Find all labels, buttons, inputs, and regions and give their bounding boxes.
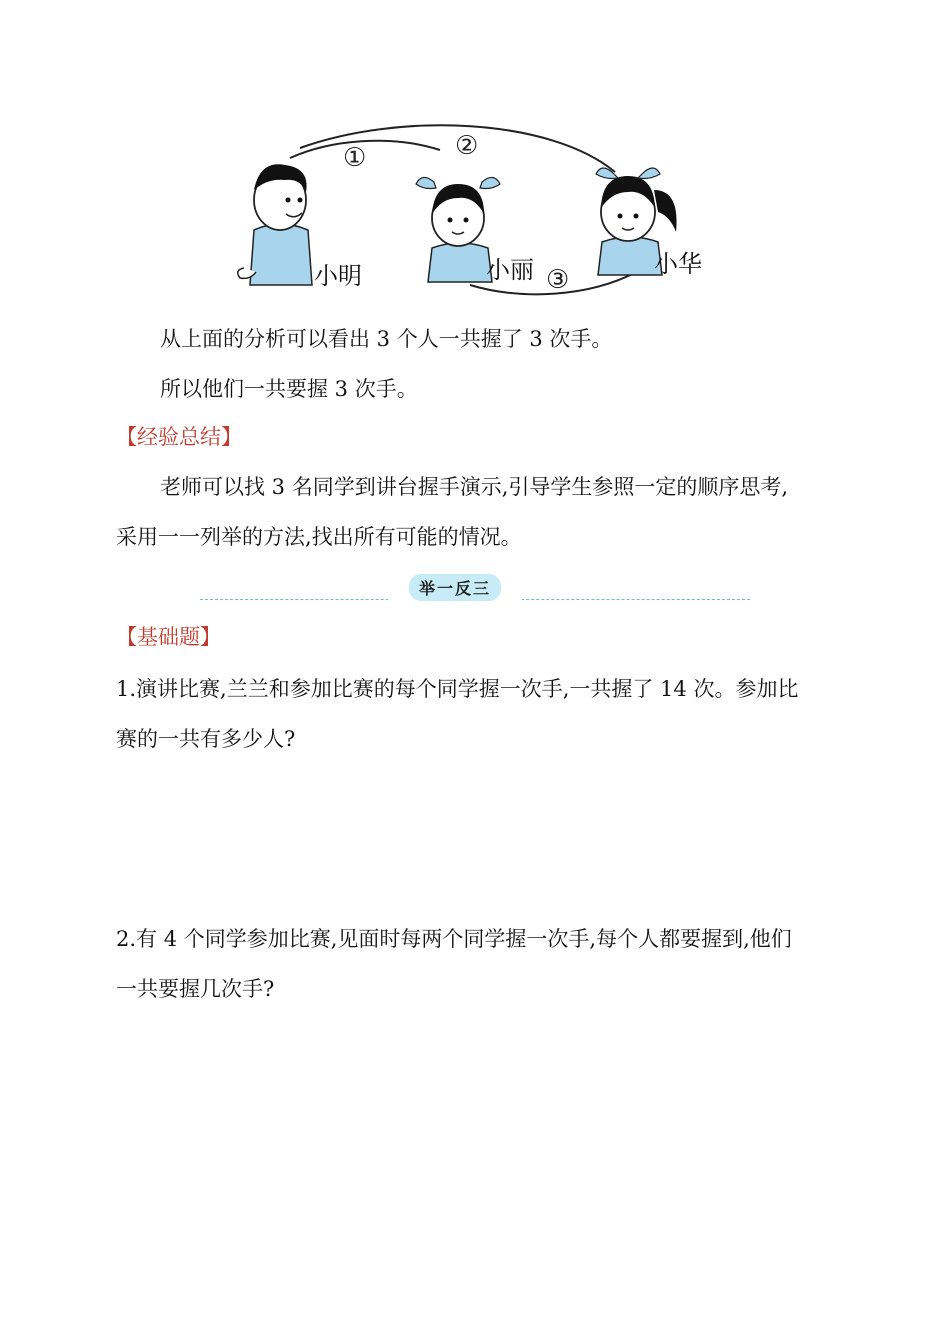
conclusion-line: 所以他们一共要握 3 次手。 [160, 377, 418, 401]
experience-line-1: 老师可以找 3 名同学到讲台握手演示,引导学生参照一定的顺序思考, [160, 475, 789, 499]
name-label-xiaoli: 小丽 [486, 256, 534, 284]
question-1-line-1: 1.演讲比赛,兰兰和参加比赛的每个同学握一次手,一共握了 14 次。参加比 [116, 677, 799, 701]
handshake-illustration [230, 120, 720, 300]
experience-line-2: 采用一一列举的方法,找出所有可能的情况。 [116, 525, 522, 549]
name-label-xiaoming: 小明 [314, 262, 362, 290]
experience-heading: 【经验总结】 [116, 425, 242, 449]
arc-label-3: ③ [546, 265, 570, 295]
basic-heading: 【基础题】 [116, 625, 221, 649]
analysis-line: 从上面的分析可以看出 3 个人一共握了 3 次手。 [160, 327, 613, 351]
divider-badge [388, 572, 522, 602]
question-2-line-1: 2.有 4 个同学参加比赛,见面时每两个同学握一次手,每个人都要握到,他们 [116, 927, 792, 951]
section-divider [200, 566, 750, 606]
divider-title: 举一反三 [409, 574, 501, 601]
arc-label-1: ① [343, 143, 367, 173]
arc-label-2: ② [455, 131, 479, 161]
name-label-xiaohua: 小华 [654, 250, 702, 278]
question-1-line-2: 赛的一共有多少人? [116, 727, 296, 751]
question-2-line-2: 一共要握几次手? [116, 977, 275, 1001]
boy-figure [238, 164, 312, 285]
